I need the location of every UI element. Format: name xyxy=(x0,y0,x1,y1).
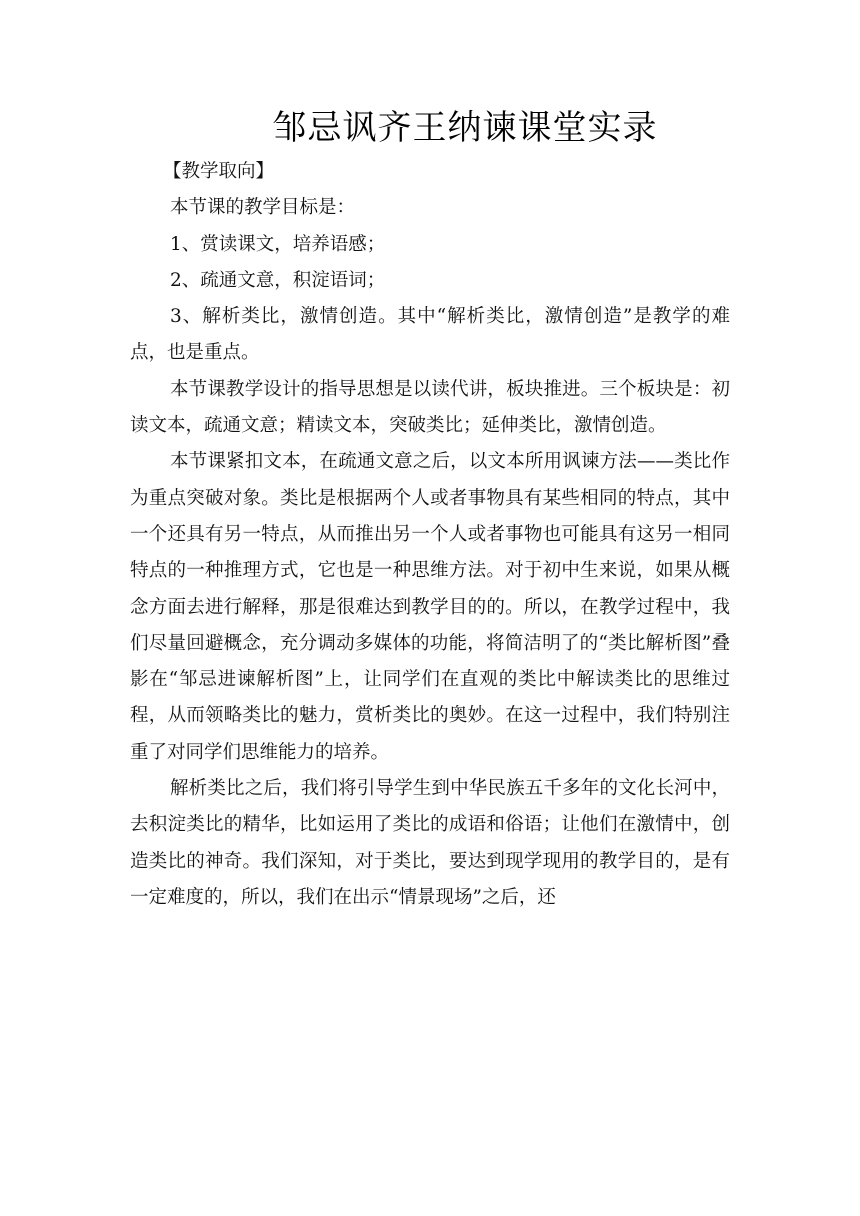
paragraph-objective-3: 3、解析类比，激情创造。其中“解析类比，激情创造”是教学的难点，也是重点。 xyxy=(130,306,730,364)
paragraph-extension: 解析类比之后，我们将引导学生到中华民族五千多年的文化长河中，去积淀类比的精华，比如运用了类比的成语和俗语；让他们在激情中，创造类比的神奇。我们深知，对于类比，要达到现学现用的教学目的，是有一定难度的，所以，我们在出示“情景现场”之后，还 xyxy=(130,778,730,908)
section-heading: 【教学取向】 xyxy=(163,161,275,182)
paragraph-objectives-intro: 本节课的教学目标是： xyxy=(170,197,356,219)
paragraph-objective-1: 1、赏读课文，培养语感； xyxy=(170,233,386,255)
paragraph-analogy: 本节课紧扣文本，在疏通文意之后，以文本所用讽谏方法——类比作为重点突破对象。类比是根据两个人或者事物具有某些相同的特点，其中一个还具有另一特点，从而推出另一个人或者事物也可能具有这另一相同特点的一种推理方式，它也是一种思维方法。对于初中生来说，如果从概念方面去进行解释，那是很难达到教学目的的。所以，在教学过程中，我们尽量回避概念，充分调动多媒体的功能，将简洁明了的“类比解析图”叠影在“邹忌进谏解析图”上，让同学们在直观的类比中解读类比的思维过程，从而领略类比的魅力，赏析类比的奥妙。在这一过程中，我们特别注重了对同学们思维能力的培养。 xyxy=(130,451,730,763)
document-body xyxy=(130,154,730,916)
document-title: 邹忌讽齐王纳谏课堂实录 xyxy=(272,108,658,148)
paragraph-objective-2: 2、疏通文意，积淀语词； xyxy=(170,269,386,291)
paragraph-design-idea: 本节课教学设计的指导思想是以读代讲，板块推进。三个板块是：初读文本，疏通文意；精读文本，突破类比；延伸类比，激情创造。 xyxy=(130,378,730,437)
